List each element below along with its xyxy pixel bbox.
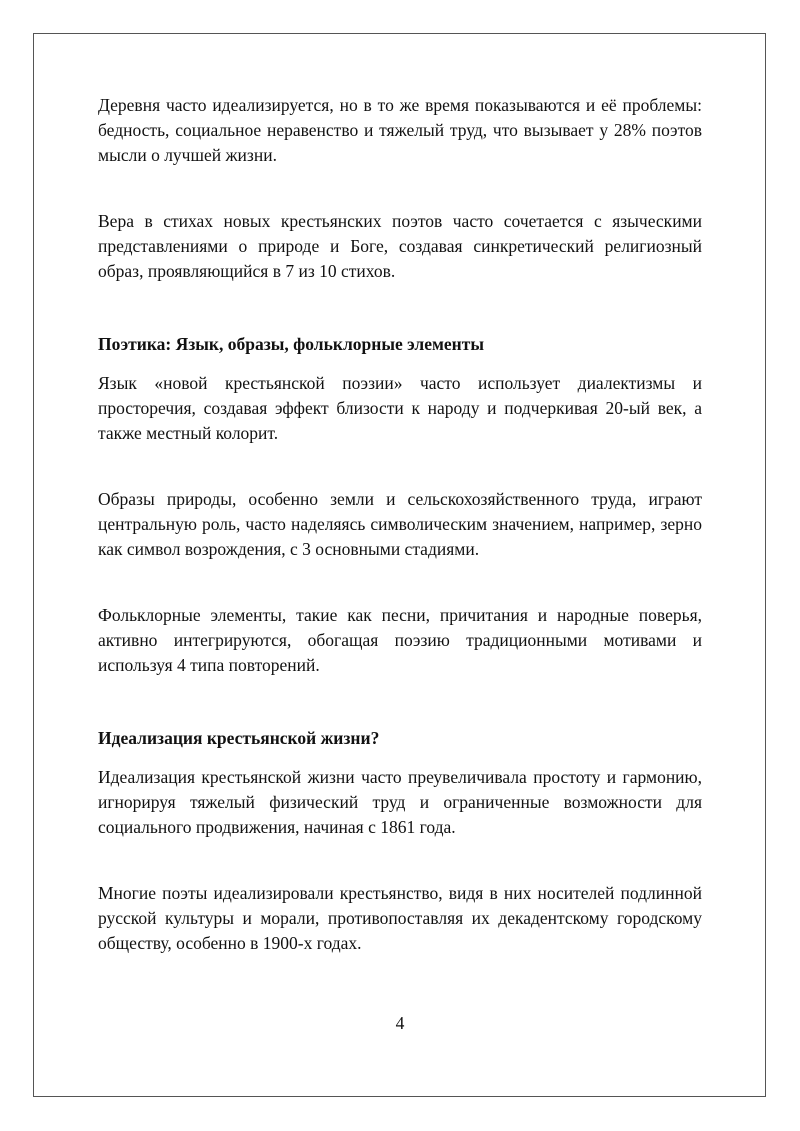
page-number: 4 (395, 1013, 405, 1033)
paragraph-folklore: Фольклорные элементы, такие как песни, причитания и народные поверья, активно интегрируются, обогащая поэзию традиционными мотивами и используя 4 типа повторений. (98, 605, 702, 675)
paragraph-faith-syncretism: Вера в стихах новых крестьянских поэтов часто сочетается с языческими представлениями о природе и Боге, создавая синкретический религиозный образ, проявляющийся в 7 из 10 стихов. (98, 211, 702, 281)
paragraph-nature-images: Образы природы, особенно земли и сельскохозяйственного труда, играют центральную роль, часто наделяясь символическим значением, например, зерно как символ возрождения, с 3 основными стадиями. (98, 489, 702, 559)
section-heading-poetics: Поэтика: Язык, образы, фольклорные элементы (98, 334, 485, 354)
paragraph-village-problems: Деревня часто идеализируется, но в то же время показываются и её проблемы: бедность, социальное неравенство и тяжелый труд, что вызывает у 28% поэтов мысли о лучшей жизни. (98, 95, 702, 165)
page-content (98, 93, 702, 956)
paragraph-poets-peasantry: Многие поэты идеализировали крестьянство, видя в них носителей подлинной русской культуры и морали, противопоставляя их декадентскому городскому обществу, особенно в 1900-х годах. (98, 883, 702, 953)
paragraph-language: Язык «новой крестьянской поэзии» часто использует диалектизмы и просторечия, создавая эффект близости к народу и подчеркивая 20-ый век, а также местный колорит. (98, 373, 702, 443)
paragraph-idealization: Идеализация крестьянской жизни часто преувеличивала простоту и гармонию, игнорируя тяжелый физический труд и ограниченные возможности для социального продвижения, начиная с 1861 года. (98, 767, 702, 837)
section-heading-idealization: Идеализация крестьянской жизни? (98, 728, 380, 748)
